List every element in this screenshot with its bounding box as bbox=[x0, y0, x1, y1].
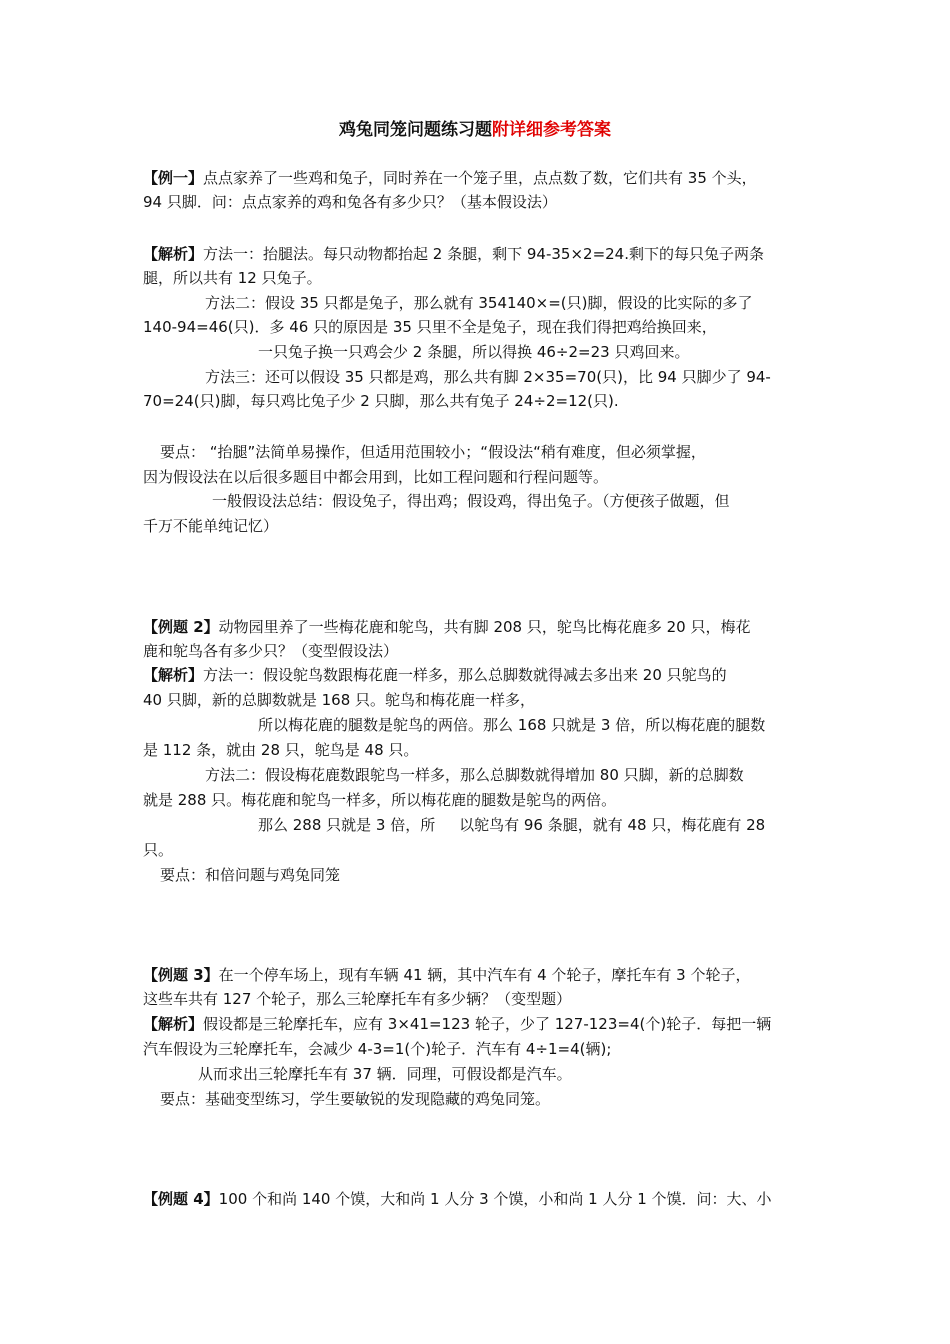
text-line: 140-94=46(只)．多 46 只的原因是 35 只里不全是兔子，现在我们得把鸡给换回来， bbox=[143, 318, 717, 336]
text-line: 【例一】点点家养了一些鸡和兔子，同时养在一个笼子里，点点数了数，它们共有 35 个头， bbox=[143, 169, 757, 187]
title-main: 鸡兔同笼问题练习题 bbox=[339, 120, 492, 140]
text-line: 要点：基础变型练习，学生要敏锐的发现隐藏的鸡兔同笼。 bbox=[160, 1090, 551, 1108]
text-line: 【解析】方法一：抬腿法。每只动物都抬起 2 条腿，剩下 94-35×2=24.剩下的每只兔子两条 bbox=[143, 245, 764, 263]
text-line: 因为假设法在以后很多题目中都会用到，比如工程问题和行程问题等。 bbox=[143, 468, 609, 486]
text-line: 【解析】方法一：假设鸵鸟数跟梅花鹿一样多，那么总脚数就得减去多出来 20 只鸵鸟的 bbox=[143, 666, 727, 684]
page-title bbox=[0, 118, 950, 142]
text-line: 一只兔子换一只鸡会少 2 条腿，所以得换 46÷2=23 只鸡回来。 bbox=[258, 343, 690, 361]
text-line: 千万不能单纯记忆） bbox=[143, 517, 279, 535]
text-line: 要点：和倍问题与鸡兔同笼 bbox=[160, 866, 341, 884]
text-line: 方法二：假设梅花鹿数跟鸵鸟一样多，那么总脚数就得增加 80 只脚，新的总脚数 bbox=[205, 766, 744, 784]
text-line: 方法三：还可以假设 35 只都是鸡，那么共有脚 2×35=70(只)，比 94 只脚少了 94- bbox=[205, 368, 771, 386]
text-line: 40 只脚，新的总脚数就是 168 只。鸵鸟和梅花鹿一样多， bbox=[143, 691, 536, 709]
text-line: 所以梅花鹿的腿数是鸵鸟的两倍。那么 168 只就是 3 倍，所以梅花鹿的腿数 bbox=[258, 716, 766, 734]
text-line: 【例题 3】在一个停车场上，现有车辆 41 辆，其中汽车有 4 个轮子，摩托车有 3 个轮子， bbox=[143, 966, 751, 984]
text-line: 一般假设法总结：假设兔子，得出鸡；假设鸡，得出兔子。（方便孩子做题，但 bbox=[212, 492, 730, 510]
text-line: 就是 288 只。梅花鹿和鸵鸟一样多，所以梅花鹿的腿数是鸵鸟的两倍。 bbox=[143, 791, 617, 809]
text-line: 方法二：假设 35 只都是兔子，那么就有 354140×=(只)脚，假设的比实际的多了 bbox=[205, 294, 753, 312]
text-line: 只。 bbox=[143, 841, 174, 859]
text-line: 是 112 条，就由 28 只，鸵鸟是 48 只。 bbox=[143, 741, 419, 759]
text-line: 【例题 2】动物园里养了一些梅花鹿和鸵鸟，共有脚 208 只，鸵鸟比梅花鹿多 20 只，梅花 bbox=[143, 618, 751, 636]
text-line: 汽车假设为三轮摩托车，会减少 4-3=1(个)轮子．汽车有 4÷1=4(辆); bbox=[143, 1040, 612, 1058]
title-answer-note: 附详细参考答案 bbox=[492, 120, 611, 140]
text-line: 70=24(只)脚，每只鸡比兔子少 2 只脚，那么共有兔子 24÷2=12(只). bbox=[143, 392, 619, 410]
text-line: 腿，所以共有 12 只兔子。 bbox=[143, 269, 322, 287]
text-line: 那么 288 只就是 3 倍，所 以鸵鸟有 96 条腿，就有 48 只，梅花鹿有 28 bbox=[258, 816, 766, 834]
text-line: 这些车共有 127 个轮子，那么三轮摩托车有多少辆？（变型题） bbox=[143, 990, 572, 1008]
text-line: 94 只脚．问：点点家养的鸡和兔各有多少只？（基本假设法） bbox=[143, 193, 557, 211]
text-line: 从而求出三轮摩托车有 37 辆．同理，可假设都是汽车。 bbox=[198, 1065, 572, 1083]
text-line: 【解析】假设都是三轮摩托车，应有 3×41=123 轮子，少了 127-123=4(个)轮子．每把一辆 bbox=[143, 1015, 772, 1033]
text-line: 要点： “抬腿”法简单易操作，但适用范围较小；“假设法“稍有难度，但必须掌握， bbox=[160, 443, 706, 461]
text-line: 【例题 4】100 个和尚 140 个馍，大和尚 1 人分 3 个馍，小和尚 1 人分 1 个馍．问：大、小 bbox=[143, 1190, 772, 1208]
text-line: 鹿和鸵鸟各有多少只？（变型假设法） bbox=[143, 642, 399, 660]
